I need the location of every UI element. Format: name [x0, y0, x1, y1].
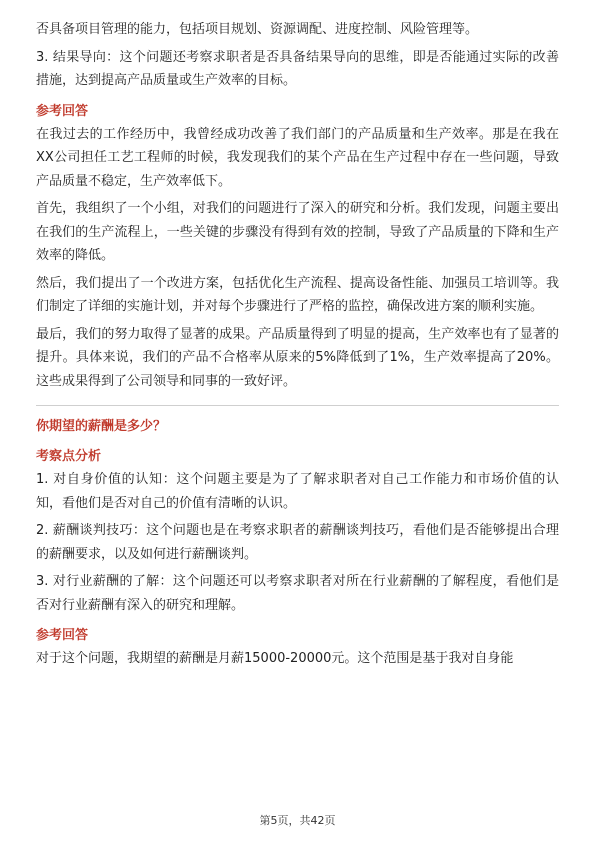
analysis-point: 2. 薪酬谈判技巧：这个问题也是在考察求职者的薪酬谈判技巧，看他们是否能够提出合理的薪酬要求，以及如何进行薪酬谈判。 [36, 523, 559, 562]
answer-paragraph: 首先，我组织了一个小组，对我们的问题进行了深入的研究和分析。我们发现，问题主要出在我们的生产流程上，一些关键的步骤没有得到有效的控制，导致了产品质量的下降和生产效率的降低。 [36, 201, 559, 263]
answer-paragraph: 在我过去的工作经历中，我曾经成功改善了我们部门的产品质量和生产效率。那是在我在XX公司担任工艺工程师的时候，我发现我们的某个产品在生产过程中存在一些问题，导致产品质量不稳定，生产效率低下。 [36, 126, 559, 189]
point-3-text: 3. 结果导向：这个问题还考察求职者是否具备结果导向的思维，即是否能通过实际的改善措施，达到提高产品质量或生产效率的目标。 [36, 49, 559, 88]
answer-paragraph: 最后，我们的努力取得了显著的成果。产品质量得到了明显的提高，生产效率也有了显著的提升。具体来说，我们的产品不合格率从原来的5%降低到了1%，生产效率提高了20%。这些成果得到了公司领导和同事的一致好评。 [36, 326, 559, 389]
intro-tail-text: 否具备项目管理的能力，包括项目规划、资源调配、进度控制、风险管理等。 [36, 22, 479, 37]
answer-paragraph: 然后，我们提出了一个改进方案，包括优化生产流程、提高设备性能、加强员工培训等。我们制定了详细的实施计划，并对每个步骤进行了严格的监控，确保改进方案的顺利实施。 [36, 275, 559, 314]
analysis-point: 1. 对自身价值的认知：这个问题主要是为了了解求职者对自己工作能力和市场价值的认知，看他们是否对自己的价值有清晰的认识。 [36, 472, 559, 511]
question-title: 你期望的薪酬是多少？ [36, 419, 167, 434]
analysis-point: 3. 对行业薪酬的了解：这个问题还可以考察求职者对所在行业薪酬的了解程度，看他们是否对行业薪酬有深入的研究和理解。 [36, 574, 559, 613]
analysis-heading: 考察点分析 [36, 449, 102, 464]
section-divider [36, 405, 559, 406]
answer-heading: 参考回答 [36, 628, 89, 643]
page-footer: 第5页，共42页 [259, 814, 336, 827]
document-page [36, 18, 559, 671]
answer-start-text: 对于这个问题，我期望的薪酬是月薪15000-20000元。这个范围是基于我对自身能 [36, 651, 514, 666]
answer-heading: 参考回答 [36, 103, 89, 119]
